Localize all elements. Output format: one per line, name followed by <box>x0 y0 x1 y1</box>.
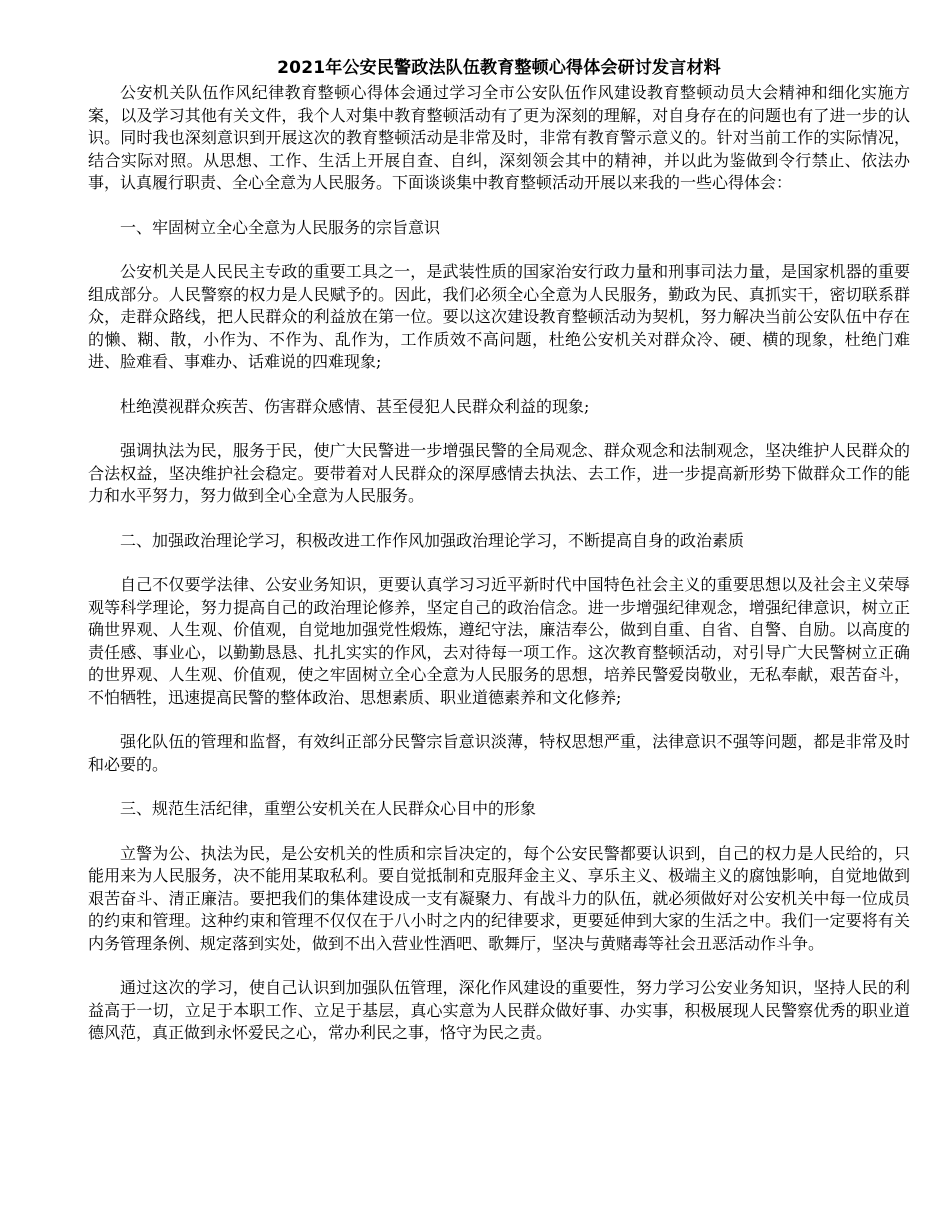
paragraph-gap <box>88 195 910 217</box>
paragraph-gap <box>88 709 910 731</box>
paragraph-gap <box>88 776 910 798</box>
paragraph-section2-supervision: 强化队伍的管理和监督，有效纠正部分民警宗旨意识淡薄，特权思想严重，法律意识不强等问题，都是非常及时和必要的。 <box>88 732 910 774</box>
paragraph-gap <box>88 418 910 440</box>
paragraph-section1-law-enforcement: 强调执法为民，服务于民，使广大民警进一步增强民警的全局观念、群众观念和法制观念，坚决维护人民群众的合法权益，坚决维护社会稳定。要带着对人民群众的深厚感情去执法、去工作，进一步提高新形势下做群众工作的能力和水平努力，努力做到全心全意为人民服务。 <box>88 441 910 505</box>
paragraph-section3-main: 立警为公、执法为民，是公安机关的性质和宗旨决定的，每个公安民警都要认识到，自己的权力是人民给的，只能用来为人民服务，决不能用某取私利。要自觉抵制和克服拜金主义、享乐主义、极端主义的腐蚀影响，自觉地做到艰苦奋斗、清正廉洁。要把我们的集体建设成一支有凝聚力、有战斗力的队伍，就必须做好对公安机关中每一位成员的约束和管理。这种约束和管理不仅仅在于八小时之内的纪律要求，更要延伸到大家的生活之中。我们一定要将有关内务管理条例、规定落到实处，做到不出入营业性酒吧、歌舞厅，坚决与黄赌毒等社会丑恶活动作斗争。 <box>88 843 910 953</box>
paragraph-intro: 公安机关队伍作风纪律教育整顿心得体会通过学习全市公安队伍作风建设教育整顿动员大会精神和细化实施方案，以及学习其他有关文件，我个人对集中教育整顿活动有了更为深刻的理解，对自身存在的问题也有了进一步的认识。同时我也深刻意识到开展这次的教育整顿活动是非常及时，非常有教育警示意义的。针对当前工作的实际情况，结合实际对照。从思想、工作、生活上开展自查、自纠，深刻领会其中的精神，并以此为鉴做到令行禁止、依法办事，认真履行职责、全心全意为人民服务。下面谈谈集中教育整顿活动开展以来我的一些心得体会： <box>88 83 910 192</box>
document-page <box>88 56 910 1045</box>
paragraph-gap <box>88 239 910 261</box>
paragraph-conclusion: 通过这次的学习，使自己认识到加强队伍管理，深化作风建设的重要性，努力学习公安业务知识，坚持人民的利益高于一切，立足于本职工作、立足于基层，真心实意为人民群众做好事、办实事，积极展现人民警察优秀的职业道德风范，真正做到永怀爱民之心，常办利民之事，恪守为民之责。 <box>88 978 910 1042</box>
paragraph-gap <box>88 955 910 977</box>
document-title: 2021年公安民警政法队伍教育整顿心得体会研讨发言材料 <box>277 58 721 78</box>
paragraph-section2-main: 自己不仅要学法律、公安业务知识，更要认真学习习近平新时代中国特色社会主义的重要思想以及社会主义荣辱观等科学理论，努力提高自己的政治理论修养，坚定自己的政治信念。进一步增强纪律观念，增强纪律意识，树立正确世界观、人生观、价值观，自觉地加强党性煅炼，遵纪守法，廉洁奉公，做到自重、自省、自警、自励。以高度的责任感、事业心，以勤勤恳恳、扎扎实实的作风，去对待每一项工作。这次教育整顿活动，对引导广大民警树立正确的世界观、人生观、价值观，使之牢固树立全心全意为人民服务的思想，培养民警爱岗敬业，无私奉献，艰苦奋斗，不怕牺牲，迅速提高民警的整体政治、思想素质、职业道德素养和文化修养; <box>88 575 910 707</box>
paragraph-gap <box>88 374 910 396</box>
paragraph-gap <box>88 821 910 843</box>
section-heading-3: 三、规范生活纪律，重塑公安机关在人民群众心目中的形象 <box>120 799 537 818</box>
paragraph-section1-main: 公安机关是人民民主专政的重要工具之一，是武装性质的国家治安行政力量和刑事司法力量，是国家机器的重要组成部分。人民警察的权力是人民赋予的。因此，我们必须全心全意为人民服务，勤政为民、真抓实干，密切联系群众，走群众路线，把人民群众的利益放在第一位。要以这次建设教育整顿活动为契机，努力解决当前公安队伍中存在的懒、糊、散，小作为、不作为、乱作为，工作质效不高问题，杜绝公安机关对群众冷、硬、横的现象，杜绝门难进、脸难看、事难办、话难说的四难现象; <box>88 262 910 371</box>
paragraph-section1-indifference: 杜绝漠视群众疾苦、伤害群众感情、甚至侵犯人民群众利益的现象; <box>120 396 590 416</box>
section-heading-2: 二、加强政治理论学习，积极改进工作作风加强政治理论学习，不断提高自身的政治素质 <box>120 530 745 550</box>
paragraph-gap <box>88 508 910 530</box>
paragraph-gap <box>88 552 910 574</box>
section-heading-1: 一、牢固树立全心全意为人民服务的宗旨意识 <box>120 217 441 237</box>
